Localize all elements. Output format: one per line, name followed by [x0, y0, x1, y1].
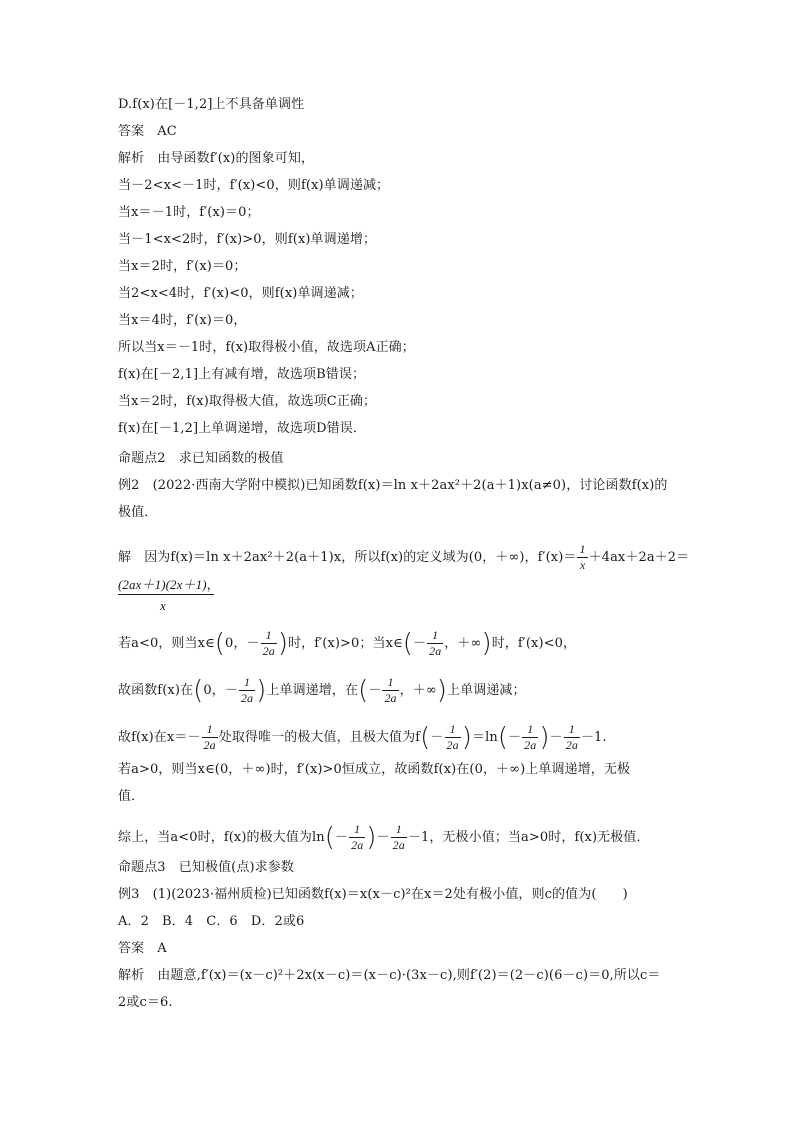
summary-line: 综上，当a<0时，f(x)的极大值为ln(－ $\frac{1}{2a}$ )－ $\frac{1}{2a}$ －1，无极小值；当a>0时，f(x)无极值． [118, 822, 650, 853]
analysis-line: 当x＝2时，f(x)取得极大值，故选项C正确； [118, 394, 377, 409]
example-2-statement: 例2 (2022·西南大学附中模拟)已知函数f(x)＝ln x＋2ax²＋2(a＋1)x(a≠0)，讨论函数f(x)的 [118, 478, 668, 493]
example-3-options: A．2 B．4 C．6 D．2或6 [118, 914, 305, 929]
analysis-line: 当x＝4时，f′(x)＝0， [118, 313, 247, 328]
answer-line: 答案 A [118, 941, 167, 956]
fraction: $\frac{1}{2a}$ [446, 722, 459, 752]
option-d: D.f(x)在[－1,2]上不具备单调性 [118, 97, 305, 112]
case-a-positive-cont: 值． [118, 789, 145, 804]
solution-text: ＋4ax＋2a＋2＝ [588, 550, 690, 565]
analysis-line: 解析 由题意,f′(x)＝(x－c)²＋2x(x－c)＝(x－c)·(3x－c),则f′(2)＝(2－c)(6－c)＝0,所以c＝ [118, 968, 661, 983]
fraction: $\frac{1}{2a}$ [565, 722, 578, 752]
analysis-line: f(x)在[－1,2]上单调递增，故选项D错误． [118, 421, 366, 436]
section-heading: 命题点2 求已知函数的极值 [118, 451, 284, 466]
fraction: $\frac{1}{2a}$ [240, 675, 254, 705]
fraction: $\frac{1}{x}$ [579, 542, 586, 572]
fraction: $\frac{1}{2a}$ [524, 722, 537, 752]
analysis-line: 当－2<x<－1时，f′(x)<0，则f(x)单调递减； [118, 178, 390, 193]
fraction: $\frac{1}{2a}$ [262, 628, 275, 658]
monotonic-intervals: 故函数f(x)在(0，－ $\frac{1}{2a}$ )上单调递增，在(－ $\frac{1}{2a}$ ，＋∞)上单调递减； [118, 675, 526, 706]
analysis-line: 当x＝2时，f′(x)＝0； [118, 259, 247, 274]
analysis-line: 2或c＝6. [118, 995, 173, 1010]
fraction: $\frac{1}{2a}$ [384, 675, 397, 705]
analysis-line: 当x＝－1时，f′(x)＝0； [118, 205, 260, 220]
solution-line [118, 542, 689, 573]
fraction: $\frac{1}{2a}$ [392, 822, 405, 852]
fraction: $\frac{1}{2a}$ [203, 722, 216, 752]
example-2-statement-cont: 极值． [118, 505, 158, 520]
solution-text: 解 因为f(x)＝ln x＋2ax²＋2(a＋1)x，所以f(x)的定义域为(0，＋∞)，f′(x)＝ [118, 550, 577, 565]
case-a-negative: 若a<0，则当x∈(0，－ $\frac{1}{2a}$ )时，f′(x)>0；当x∈(－ $\frac{1}{2a}$ ，＋∞)时，f′(x)<0， [118, 628, 577, 659]
analysis-intro: 解析 由导函数f′(x)的图象可知， [118, 151, 315, 166]
analysis-line: 当2<x<4时，f′(x)<0，则f(x)单调递减； [118, 286, 363, 301]
maximum-value-line: 故f(x)在x＝－ $\frac{1}{2a}$ 处取得唯一的极大值，且极大值为f(－ $\frac{1}{2a}$ )＝ln(－ $\frac{1}{2a}$ )－ $\frac{1}{2a}$ －1. [118, 722, 607, 753]
section-heading: 命题点3 已知极值(点)求参数 [118, 860, 294, 875]
derivative-denominator: x [160, 598, 166, 613]
example-3-statement: 例3 (1)(2023·福州质检)已知函数f(x)＝x(x－c)²在x＝2处有极小值，则c的值为( ) [118, 887, 628, 902]
fraction: $\frac{1}{2a}$ [351, 822, 364, 852]
fraction: $\frac{1}{2a}$ [429, 628, 442, 658]
case-a-positive: 若a>0，则当x∈(0，＋∞)时，f′(x)>0恒成立，故函数f(x)在(0，＋∞)上单调递增，无极 [118, 762, 631, 777]
derivative-numerator: (2ax＋1)(2x＋1)， [118, 577, 220, 593]
analysis-line: 当－1<x<2时，f′(x)>0，则f(x)单调递增； [118, 232, 377, 247]
analysis-line: f(x)在[－2,1]上有减有增，故选项B错误； [118, 367, 366, 382]
analysis-line: 所以当x＝－1时，f(x)取得极小值，故选项A正确； [118, 340, 415, 355]
fraction-bar [118, 594, 214, 595]
answer-line: 答案 AC [118, 124, 177, 139]
